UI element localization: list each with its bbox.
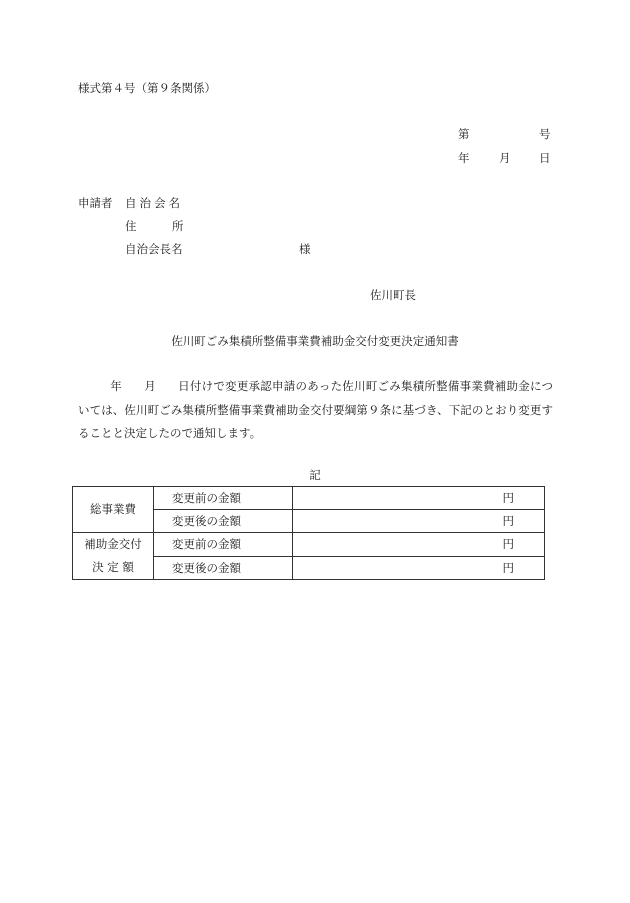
document-title: 佐川町ごみ集積所整備事業費補助金交付変更決定通知書 <box>171 334 459 348</box>
total-project-cost-label: 総事業費 <box>73 487 154 533</box>
date-month-label: 月 <box>499 151 511 165</box>
document-number-label: 第 <box>458 127 470 141</box>
row-label: 変更前の金額 <box>154 487 293 510</box>
ki-heading: 記 <box>309 468 321 482</box>
table-row <box>73 487 545 510</box>
subsidy-label-line2: 決 定 額 <box>92 560 134 574</box>
address-label-second-char: 所 <box>172 219 184 233</box>
amount-table <box>72 486 545 580</box>
date-year-label: 年 <box>458 151 470 165</box>
form-number: 様式第４号（第９条関係） <box>78 81 216 95</box>
table-row <box>73 533 545 557</box>
row-label: 変更後の金額 <box>154 556 293 580</box>
association-name-label: 自治会名 <box>125 196 183 210</box>
body-paragraph <box>78 375 553 446</box>
amount-cell: 円 <box>293 556 545 580</box>
amount-cell: 円 <box>293 487 545 510</box>
body-text: 日付けで変更承認申請のあった佐川町ごみ集積所整備事業費補助金については、佐川町ごみ集積所整備事業費補助金交付要綱第９条に基づき、下記のとおり変更することと決定したので通知します。 <box>78 379 554 440</box>
subsidy-label-line1: 補助金交付 <box>84 537 142 551</box>
honorific: 様 <box>299 242 311 256</box>
document-number-suffix: 号 <box>539 127 551 141</box>
body-month-label: 月 <box>143 379 156 393</box>
address-label-first-char: 住 <box>125 219 137 233</box>
chair-name-label: 自治会長名 <box>125 242 183 256</box>
subsidy-decision-label <box>73 533 154 580</box>
amount-cell: 円 <box>293 510 545 533</box>
sender-mayor: 佐川町長 <box>370 288 416 302</box>
row-label: 変更前の金額 <box>154 533 293 557</box>
row-label: 変更後の金額 <box>154 510 293 533</box>
date-day-label: 日 <box>539 151 551 165</box>
body-year-label: 年 <box>110 379 122 393</box>
amount-cell: 円 <box>293 533 545 557</box>
applicant-label: 申請者 <box>78 196 113 210</box>
